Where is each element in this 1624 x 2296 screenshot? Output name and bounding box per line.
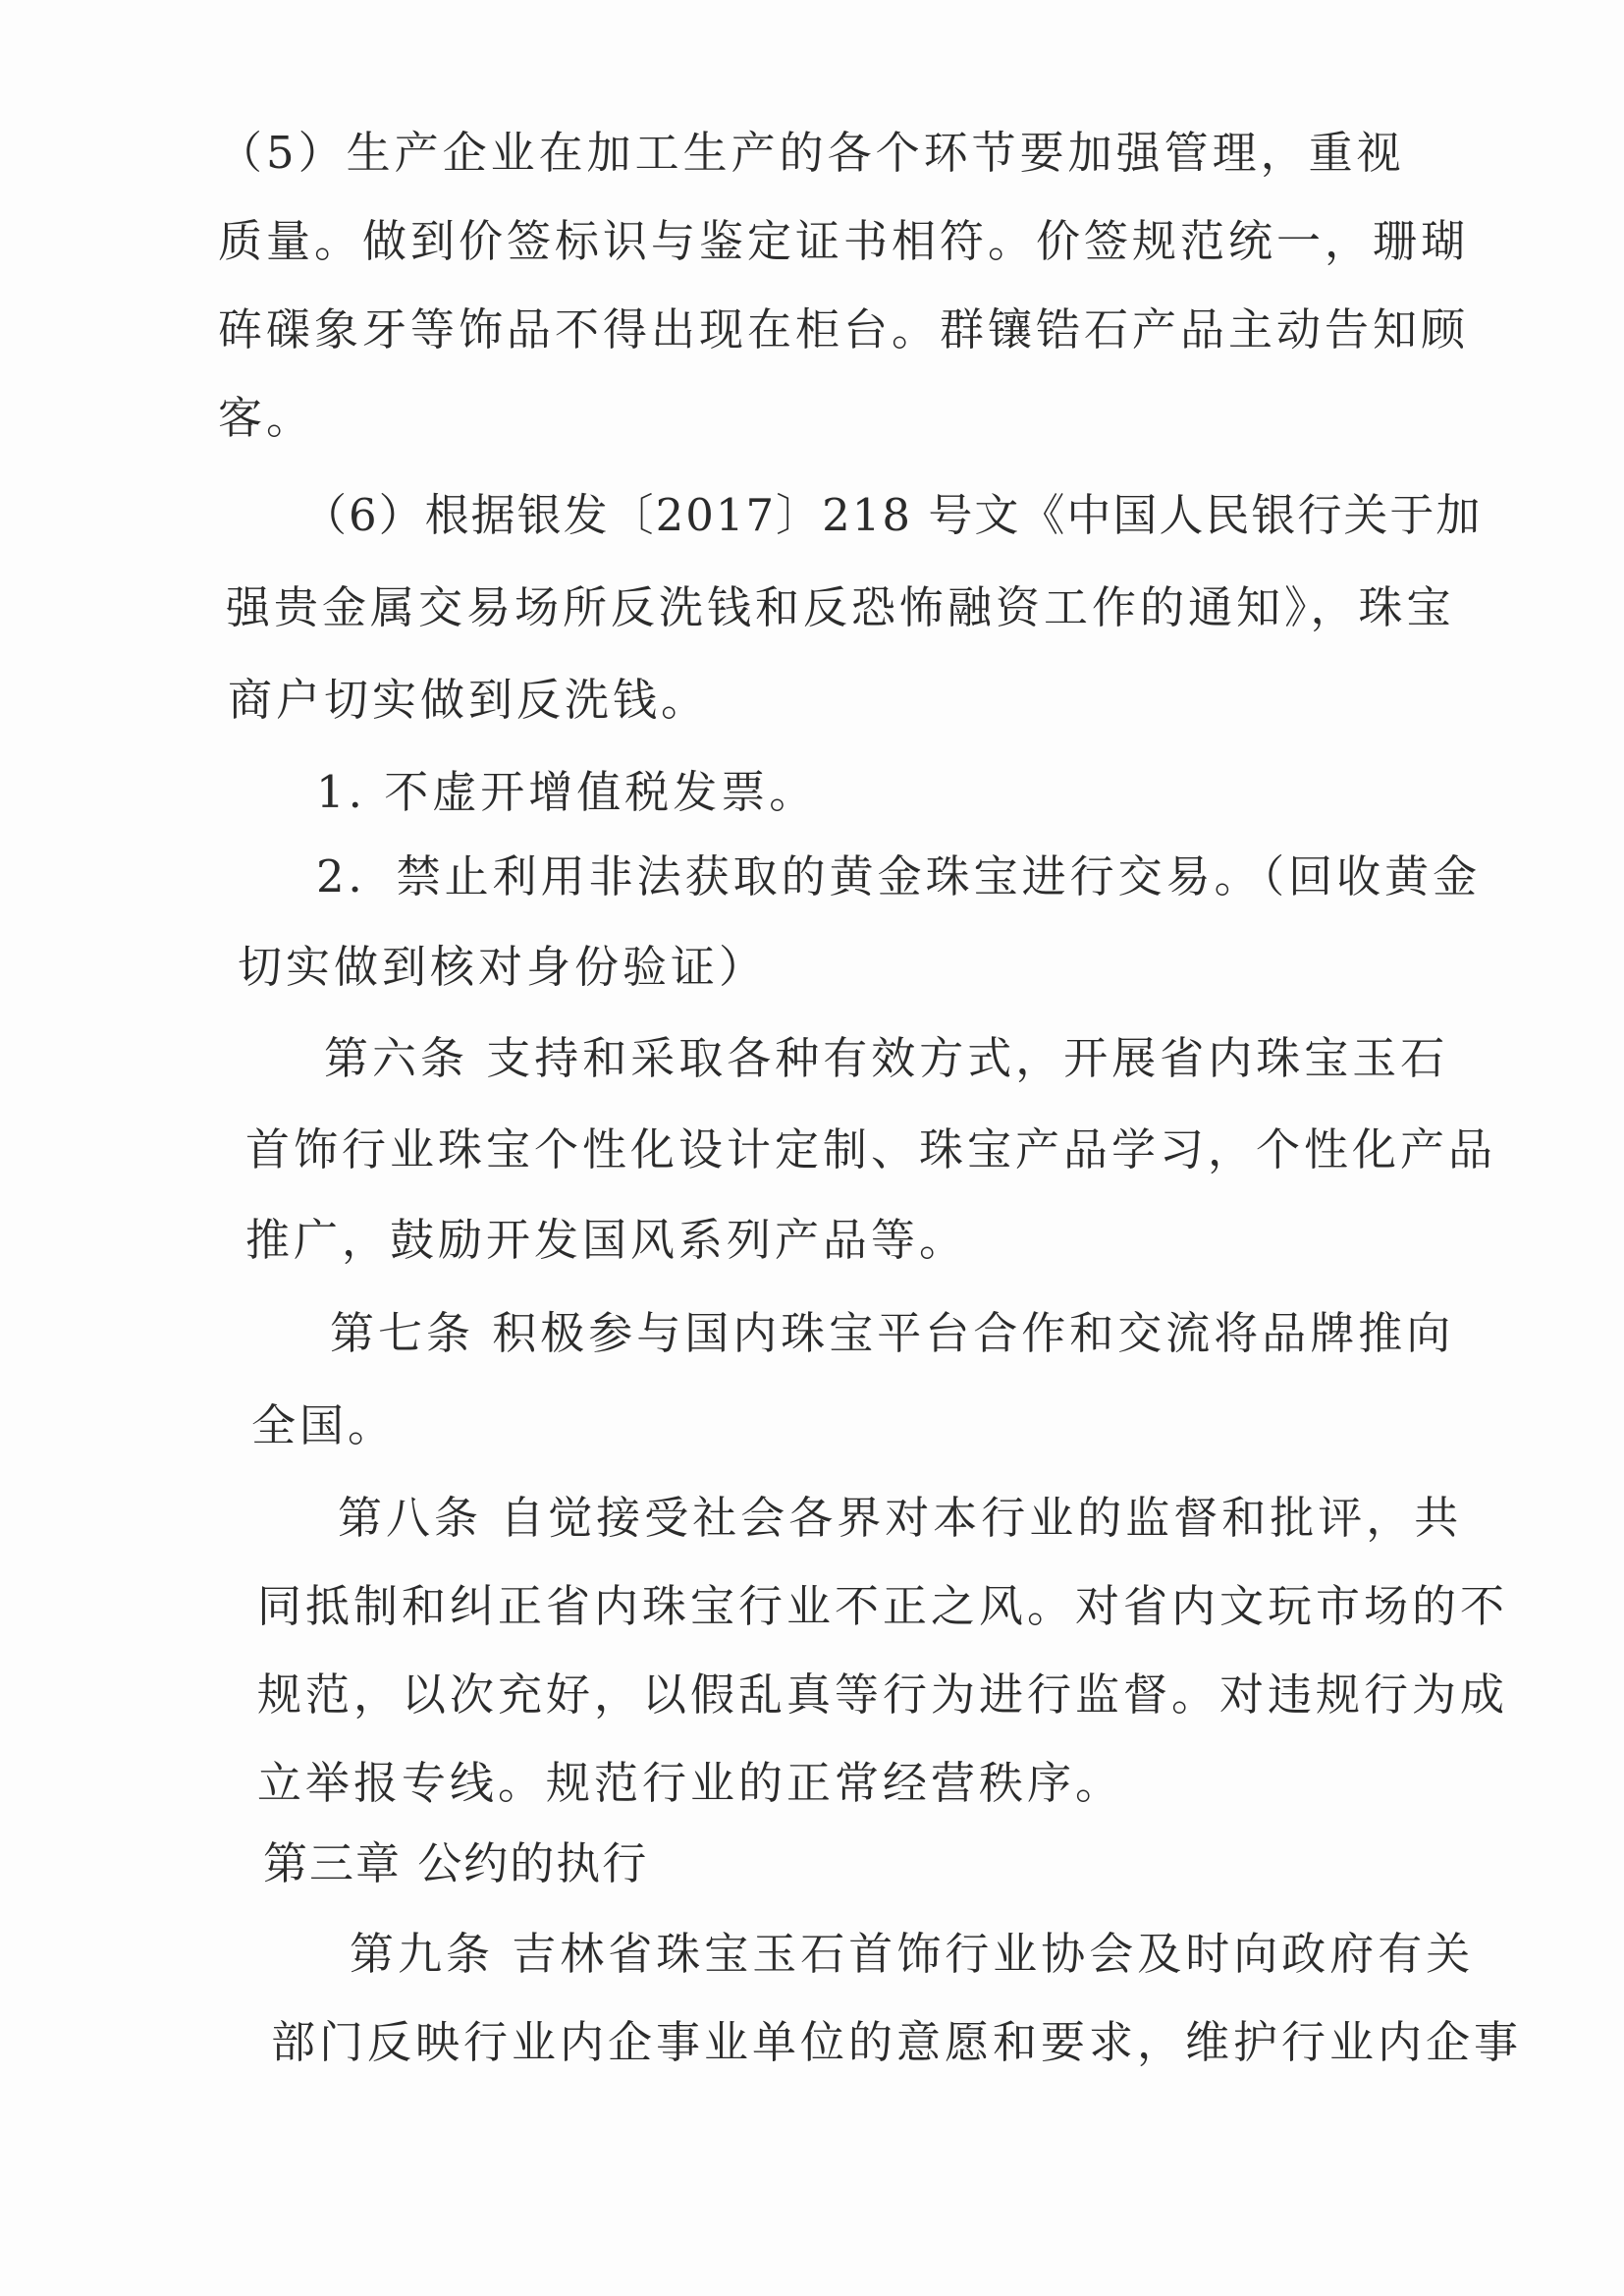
article-7-line-1: 第七条 积极参与国内珠宝平台合作和交流将品牌推向	[330, 1307, 1455, 1359]
paragraph-5-line-1: （5）生产企业在加工生产的各个环节要加强管理，重视	[218, 127, 1405, 179]
paragraph-6-line-3: 商户切实做到反洗钱。	[228, 674, 710, 726]
article-9-line-2: 部门反映行业内企事业单位的意愿和要求，维护行业内企事	[271, 2016, 1523, 2068]
article-8-line-3: 规范，以次充好，以假乱真等行为进行监督。对违规行为成	[257, 1668, 1509, 1721]
article-6-line-2: 首饰行业珠宝个性化设计定制、珠宝产品学习，个性化产品	[245, 1123, 1497, 1175]
article-7-line-2: 全国。	[251, 1399, 397, 1451]
paragraph-5-line-2: 质量。做到价签标识与鉴定证书相符。价签规范统一，珊瑚	[218, 215, 1470, 267]
article-6-line-3: 推广，鼓励开发国风系列产品等。	[245, 1214, 968, 1266]
paragraph-5-line-4: 客。	[218, 392, 315, 444]
paragraph-6-line-1: （6）根据银发〔2017〕218 号文《中国人民银行关于加	[302, 489, 1483, 541]
paragraph-5-line-3: 砗磲象牙等饰品不得出现在柜台。群镶锆石产品主动告知顾	[218, 303, 1470, 355]
item-1-line: 1. 不虚开增值税发票。	[316, 766, 818, 818]
chapter-3-heading: 第三章 公约的执行	[263, 1837, 649, 1889]
paragraph-6-line-2: 强贵金属交易场所反洗钱和反恐怖融资工作的通知》，珠宝	[226, 581, 1455, 633]
article-6-line-1: 第六条 支持和采取各种有效方式，开展省内珠宝玉石	[324, 1032, 1449, 1084]
article-9-line-1: 第九条 吉林省珠宝玉石首饰行业协会及时向政府有关	[350, 1928, 1475, 1980]
article-8-line-1: 第八条 自觉接受社会各界对本行业的监督和批评，共	[338, 1492, 1463, 1544]
item-2-line-2: 切实做到核对身份验证）	[238, 941, 768, 993]
article-8-line-4: 立举报专线。规范行业的正常经营秩序。	[257, 1757, 1124, 1809]
item-2-line-1: 2．禁止利用非法获取的黄金珠宝进行交易。（回收黄金	[316, 850, 1482, 902]
article-8-line-2: 同抵制和纠正省内珠宝行业不正之风。对省内文玩市场的不	[257, 1580, 1509, 1632]
